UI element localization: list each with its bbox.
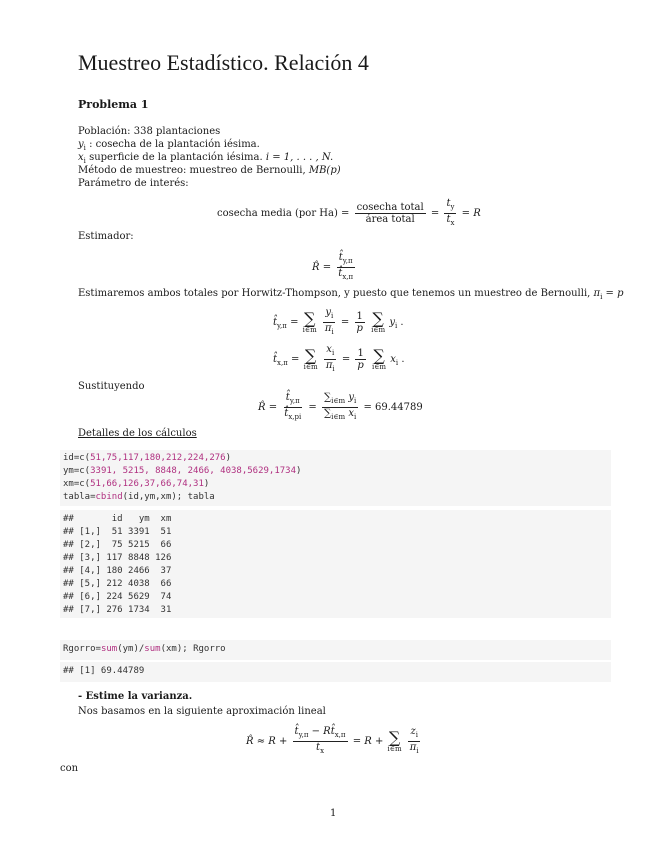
code-line-rgorro: Rgorro=sum(ym)/sum(xm); Rgorro (63, 644, 226, 654)
output-block-tabla (60, 510, 611, 618)
detalles-link[interactable]: Detalles de los cálculos (78, 428, 197, 439)
intro-line-xi: $x_i$ superficie de la plantación iésima. i = 1, . . . , N. (78, 152, 334, 165)
con-text: con (60, 763, 79, 774)
equation-cosecha-media: cosecha media (por Ha) = $\frac{\text{cosecha total}}{\text{área total}}$ = $\frac{t_y}{t_x}$ = R (217, 198, 481, 227)
varianza-heading: - Estime la varianza. (78, 691, 193, 702)
output-line: ## id ym xm (63, 514, 172, 524)
output-line: ## [4,] 180 2466 37 (63, 566, 172, 576)
output-line: ## [5,] 212 4038 66 (63, 579, 172, 589)
code-block-rgorro (60, 640, 611, 660)
output-line: ## [3,] 117 8848 126 (63, 553, 172, 563)
intro-line-yi: $y_i$ : cosecha de la plantación iésima. (78, 139, 260, 152)
equation-estimator: R̂ = $\frac{t̂_{y,\pi}}{t̂_{x,\pi}}$ (312, 252, 354, 281)
code-line-id: id=c(51,75,117,180,212,224,276) (63, 453, 231, 463)
code-line-xm: xm=c(51,66,126,37,66,74,31) (63, 479, 210, 489)
code-line-ym: ym=c(3391, 5215, 8848, 2466, 4038,5629,1734) (63, 466, 302, 476)
output-block-rgorro (60, 662, 611, 682)
code-line-tabla: tabla=cbind(id,ym,xm); tabla (63, 492, 215, 502)
estimador-label: Estimador: (78, 231, 134, 242)
intro-line-method: Método de muestreo: muestreo de Bernoulli, MB(p) (78, 165, 341, 176)
equation-tx-hat: $t̂_{x,\pi}$ = ∑ i∈m $\frac{x_i}{\pi_i}$ = $\frac{1}{p}$ ∑ i∈m $x_i$ . (273, 344, 405, 373)
intro-line-parameter: Parámetro de interés: (78, 178, 189, 189)
page-number: 1 (330, 808, 337, 819)
problem-heading: Problema 1 (78, 98, 149, 111)
page-title: Muestreo Estadístico. Relación 4 (78, 50, 369, 75)
code-block-data (60, 450, 611, 506)
sustituyendo-label: Sustituyendo (78, 381, 145, 392)
varianza-text: Nos basamos en la siguiente aproximación lineal (78, 706, 326, 717)
equation-linear-approx: R̂ ≈ R + $\frac{t̂_{y,\pi} - Rt̂_{x,\pi}}{t_x}$ = R + ∑ i∈m $\frac{z_i}{\pi_i}$ (246, 726, 419, 755)
output-line: ## [1,] 51 3391 51 (63, 527, 172, 537)
output-line: ## [1] 69.44789 (63, 666, 145, 676)
bernoulli-text: Estimaremos ambos totales por Horwitz-Thompson, y puesto que tenemos un muestreo de Bernoulli, $\pi_i = p$ (78, 288, 624, 301)
output-line: ## [7,] 276 1734 31 (63, 605, 172, 615)
output-line: ## [6,] 224 5629 74 (63, 592, 172, 602)
intro-line-population: Población: 338 plantaciones (78, 126, 221, 137)
equation-r-hat-result: R̂ = $\frac{t̂_{y,\pi}}{t̂_{x,pi}}$ = $\frac{\sum_{i\in m} y_i}{\sum_{i\in m} x_i}$ = 69.44789 (258, 392, 423, 421)
equation-ty-hat: $t̂_{y,\pi}$ = ∑ i∈m $\frac{y_i}{\pi_i}$ = $\frac{1}{p}$ ∑ i∈m $y_i$ . (273, 307, 404, 336)
output-line: ## [2,] 75 5215 66 (63, 540, 172, 550)
